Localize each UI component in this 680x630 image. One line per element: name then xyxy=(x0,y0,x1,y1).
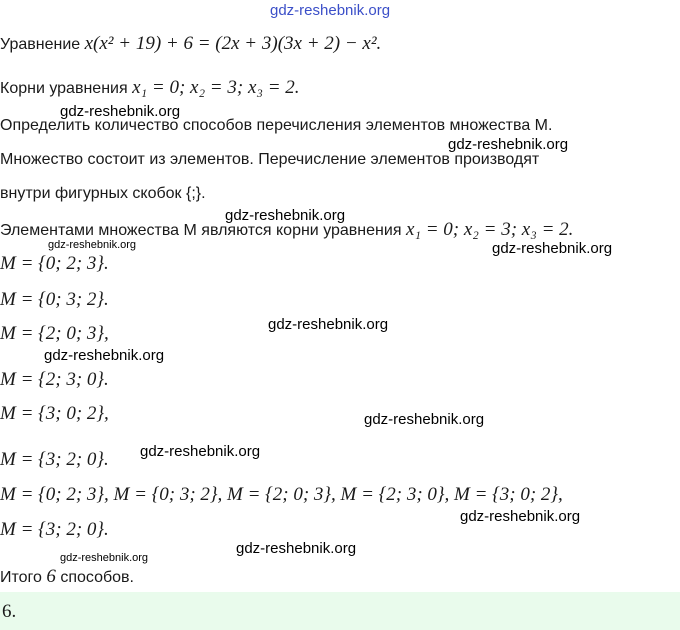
equation: x(x² + 19) + 6 = (2x + 3)(3x + 2) − x². xyxy=(84,33,382,54)
roots-values: x₁ = 0; x₂ = 3; x₃ = 2. xyxy=(132,77,300,98)
elements-label: Элементами множества М являются корни уравнения xyxy=(0,222,402,239)
watermark: gdz-reshebnik.org xyxy=(448,136,569,153)
set-permutation-3: M = {2; 0; 3}, xyxy=(0,323,109,344)
summary-line-1: M = {0; 2; 3}, M = {0; 3; 2}, M = {2; 0; 3}, M = {2; 3; 0}, M = {3; 0; 2}, xyxy=(0,484,563,505)
watermark: gdz-reshebnik.org xyxy=(44,347,165,364)
watermark: gdz-reshebnik.org xyxy=(460,508,581,525)
watermark: gdz-reshebnik.org xyxy=(140,443,261,460)
next-task-number: 6. xyxy=(2,601,17,622)
summary-line-2: M = {3; 2; 0}. xyxy=(0,519,109,540)
explanation-line-1: Множество состоит из элементов. Перечисление элементов производят xyxy=(0,151,540,168)
result-line xyxy=(0,567,134,588)
watermark: gdz-reshebnik.org xyxy=(225,207,346,224)
result-suffix: способов. xyxy=(60,569,134,586)
elements-roots: x₁ = 0; x₂ = 3; x₃ = 2. xyxy=(405,219,574,240)
set-permutation-6: M = {3; 2; 0}. xyxy=(0,449,109,470)
watermark-header: gdz-reshebnik.org xyxy=(270,2,391,19)
set-permutation-4: M = {2; 3; 0}. xyxy=(0,369,109,390)
watermark: gdz-reshebnik.org xyxy=(364,411,485,428)
result-count: 6 xyxy=(46,566,56,587)
explanation-line-2: внутри фигурных скобок {;}. xyxy=(0,185,206,202)
equation-line xyxy=(0,34,381,55)
watermark: gdz-reshebnik.org xyxy=(492,240,613,257)
task-statement: Определить количество способов перечисления элементов множества М. xyxy=(0,117,553,134)
set-permutation-2: M = {0; 3; 2}. xyxy=(0,289,109,310)
watermark-small: gdz-reshebnik.org xyxy=(48,239,137,251)
watermark: gdz-reshebnik.org xyxy=(60,103,181,120)
elements-line xyxy=(0,220,573,241)
roots-line xyxy=(0,78,300,99)
equation-label: Уравнение xyxy=(0,36,81,53)
result-prefix: Итого xyxy=(0,569,42,586)
roots-label: Корни уравнения xyxy=(0,80,128,97)
watermark: gdz-reshebnik.org xyxy=(236,540,357,557)
set-permutation-5: M = {3; 0; 2}, xyxy=(0,403,109,424)
watermark: gdz-reshebnik.org xyxy=(268,316,389,333)
watermark-small: gdz-reshebnik.org xyxy=(60,552,149,564)
next-task-bar[interactable] xyxy=(0,592,680,630)
set-permutation-1: M = {0; 2; 3}. xyxy=(0,253,109,274)
